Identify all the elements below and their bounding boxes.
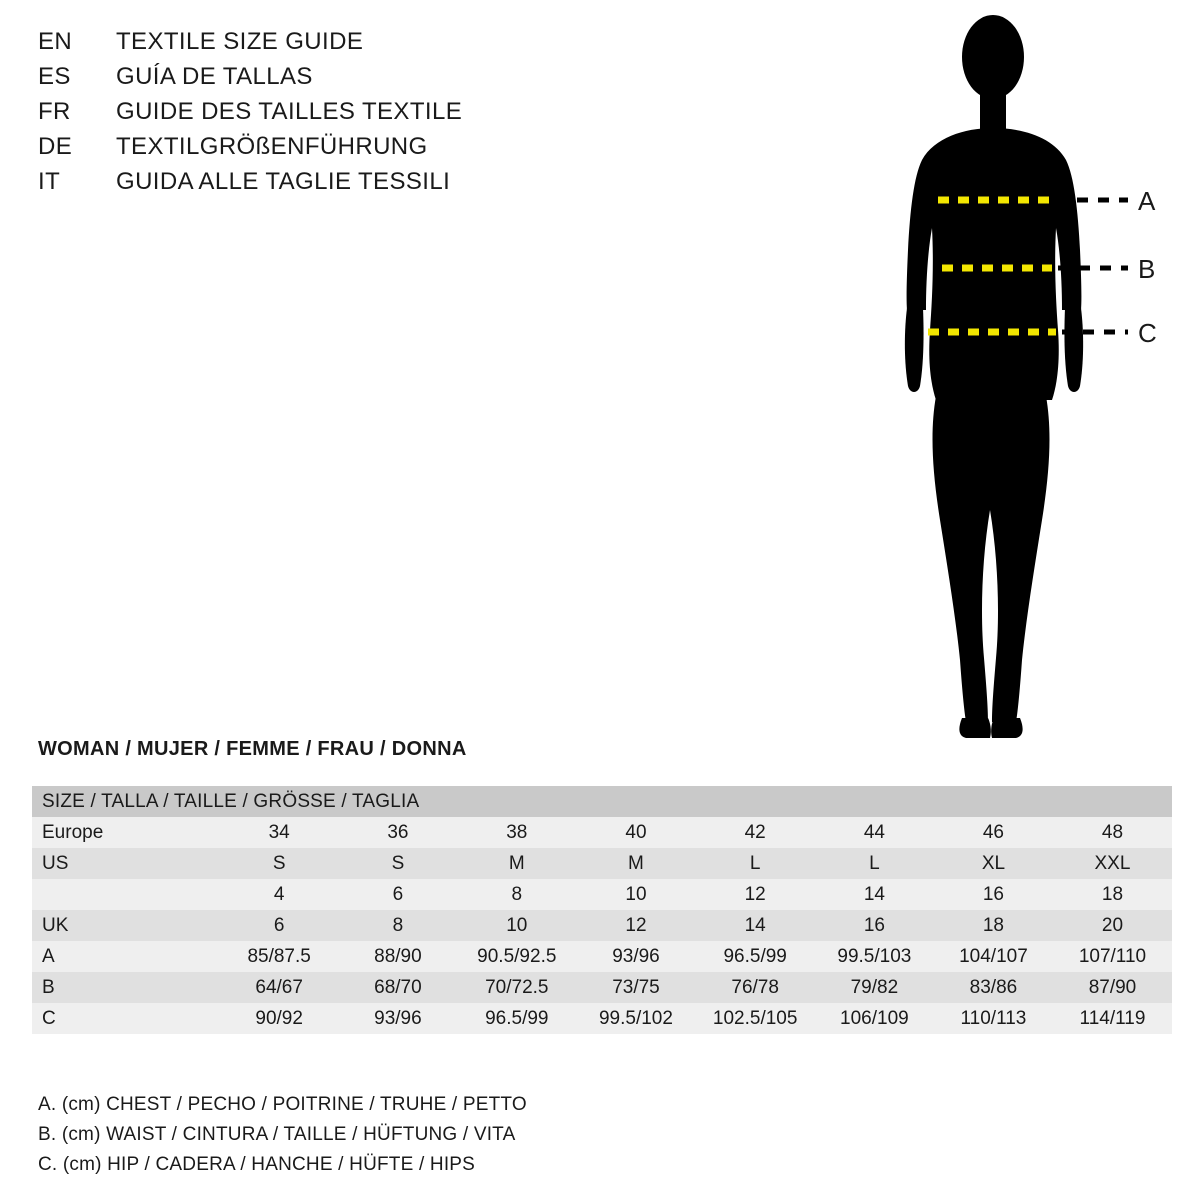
table-cell: 34 — [268, 822, 290, 843]
table-cell: 76/78 — [731, 977, 779, 998]
table-cell: 114/119 — [1079, 1008, 1146, 1029]
table-cell: 42 — [744, 822, 766, 843]
table-cell: 107/110 — [1078, 946, 1147, 967]
marker-label-a: A — [1138, 186, 1156, 216]
table-cell: 6 — [273, 915, 285, 936]
table-cell: 93/96 — [612, 946, 660, 967]
table-cell: 93/96 — [374, 1008, 422, 1029]
body-silhouette-shape — [905, 15, 1083, 738]
language-code: FR — [38, 98, 71, 125]
language-title: GUIDA ALLE TAGLIE TESSILI — [116, 168, 451, 195]
table-cell: S — [391, 853, 405, 874]
table-cell: 99.5/103 — [837, 946, 912, 967]
table-cell: 14 — [863, 884, 885, 905]
table-cell: 90/92 — [255, 1008, 303, 1029]
table-cell: 14 — [744, 915, 766, 936]
language-code: IT — [38, 168, 61, 195]
table-cell: 10 — [625, 884, 647, 905]
row-label: A — [42, 946, 55, 967]
table-cell: 68/70 — [374, 977, 422, 998]
table-header-row — [32, 786, 1172, 817]
table-cell: 96.5/99 — [723, 946, 787, 967]
table-row — [32, 817, 1172, 848]
language-code: EN — [38, 28, 73, 55]
table-cell: 110/113 — [960, 1008, 1027, 1029]
table-cell: 40 — [625, 822, 647, 843]
body-silhouette-svg — [860, 10, 1190, 750]
table-cell: 18 — [1101, 884, 1124, 905]
table-row — [32, 1003, 1172, 1034]
table-cell: 12 — [625, 915, 647, 936]
size-table-head — [32, 786, 1172, 817]
language-code: DE — [38, 133, 73, 160]
table-cell: 106/109 — [840, 1008, 909, 1029]
table-cell: 102.5/105 — [712, 1008, 798, 1029]
table-cell: 90.5/92.5 — [477, 946, 557, 967]
table-cell: XL — [981, 853, 1006, 874]
table-cell: 12 — [744, 884, 766, 905]
table-cell: 104/107 — [959, 946, 1028, 967]
row-label: C — [42, 1008, 56, 1029]
table-cell: 16 — [982, 884, 1004, 905]
table-cell: 16 — [863, 915, 885, 936]
table-cell: 36 — [387, 822, 409, 843]
section-title-woman: WOMAN / MUJER / FEMME / FRAU / DONNA — [38, 738, 467, 760]
measurement-legend — [38, 1090, 738, 1180]
marker-label-c: C — [1138, 318, 1157, 348]
table-cell: M — [628, 853, 644, 874]
language-title-block — [38, 28, 558, 203]
table-row — [32, 910, 1172, 941]
table-cell: 64/67 — [255, 977, 303, 998]
row-label: US — [42, 853, 69, 874]
language-row — [38, 168, 558, 200]
language-title: GUIDE DES TAILLES TEXTILE — [116, 98, 463, 125]
table-cell: 83/86 — [969, 977, 1018, 998]
table-cell: 85/87.5 — [247, 946, 311, 967]
table-cell: 46 — [982, 822, 1004, 843]
size-table-header-label: SIZE / TALLA / TAILLE / GRÖSSE / TAGLIA — [32, 786, 1172, 817]
table-cell: 79/82 — [850, 977, 899, 998]
table-row — [32, 972, 1172, 1003]
language-title: TEXTILE SIZE GUIDE — [116, 28, 364, 55]
table-cell: 96.5/99 — [485, 1008, 549, 1029]
language-row — [38, 28, 558, 60]
table-cell: 8 — [392, 915, 404, 936]
table-row — [32, 879, 1172, 910]
size-table — [32, 786, 1172, 1034]
size-table-body — [32, 817, 1172, 1034]
table-cell: 6 — [392, 884, 404, 905]
legend-line-c: C. (cm) HIP / CADERA / HANCHE / HÜFTE / HIPS — [38, 1154, 476, 1175]
marker-label-b: B — [1138, 254, 1156, 284]
legend-line-b: B. (cm) WAIST / CINTURA / TAILLE / HÜFTUNG / VITA — [38, 1124, 516, 1145]
table-cell: 88/90 — [374, 946, 422, 967]
table-cell: L — [869, 853, 880, 874]
table-cell: 38 — [506, 822, 528, 843]
table-cell: 73/75 — [612, 977, 660, 998]
table-row — [32, 941, 1172, 972]
row-label: UK — [42, 915, 69, 936]
table-cell: 4 — [273, 884, 285, 905]
row-label: B — [42, 977, 55, 998]
language-code: ES — [38, 63, 71, 90]
table-cell: L — [749, 853, 761, 874]
table-cell: 99.5/102 — [598, 1008, 673, 1029]
table-cell: XXL — [1094, 853, 1131, 874]
female-body-figure — [860, 10, 1190, 750]
table-cell: 48 — [1101, 822, 1124, 843]
language-row — [38, 63, 558, 95]
row-label — [32, 879, 220, 910]
table-cell: S — [272, 853, 286, 874]
language-title: GUÍA DE TALLAS — [116, 63, 313, 90]
language-row — [38, 133, 558, 165]
table-cell: M — [508, 853, 525, 874]
language-row — [38, 98, 558, 130]
table-cell: 8 — [511, 884, 523, 905]
table-row — [32, 848, 1172, 879]
table-cell: 87/90 — [1088, 977, 1137, 998]
table-cell: 20 — [1101, 915, 1124, 936]
table-cell: 44 — [863, 822, 885, 843]
table-cell: 70/72.5 — [485, 977, 549, 998]
language-title: TEXTILGRÖßENFÜHRUNG — [116, 133, 428, 160]
legend-line-a: A. (cm) CHEST / PECHO / POITRINE / TRUHE / PETTO — [38, 1094, 527, 1115]
table-cell: 18 — [982, 915, 1004, 936]
row-label: Europe — [42, 822, 104, 843]
table-cell: 10 — [506, 915, 528, 936]
